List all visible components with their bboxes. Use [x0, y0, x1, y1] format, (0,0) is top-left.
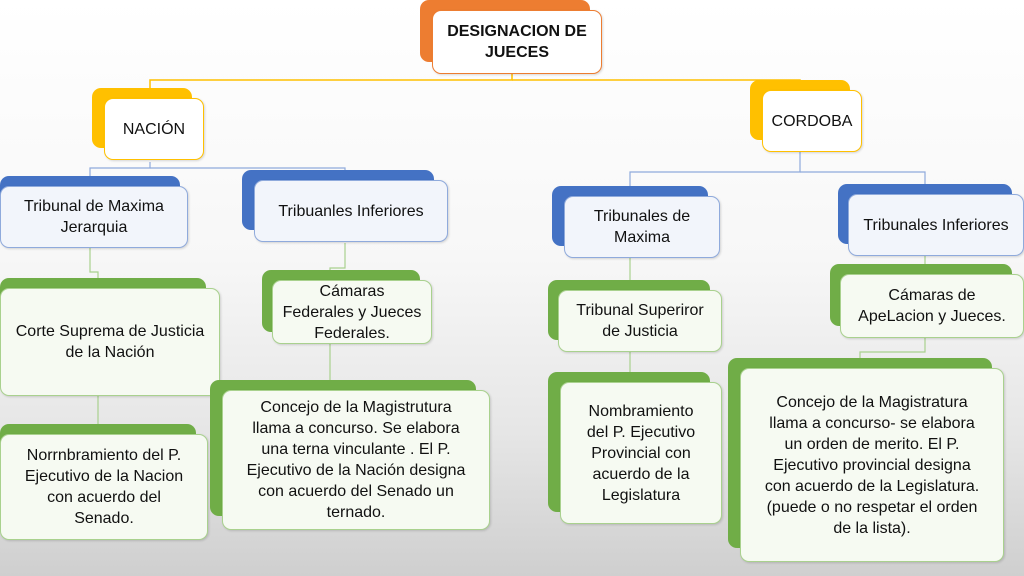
nacion-maxima-court-node	[0, 278, 222, 398]
nacion-maxima-court-label: Corte Suprema de Justicia de la Nación	[15, 323, 205, 361]
nacion-inferiores-court-label: Cámaras Federales y Jueces Federales.	[282, 282, 422, 342]
nacion-inferiores-designation-node	[210, 380, 492, 532]
cordoba-maxima-node	[552, 186, 720, 260]
cordoba-node	[750, 80, 862, 154]
nacion-maxima-designation-node	[0, 424, 210, 542]
cordoba-inferiores-designation-node	[728, 358, 1006, 564]
nacion-label: NACIÓN	[122, 120, 186, 138]
nacion-inferiores-court-node	[262, 270, 432, 346]
cordoba-inferiores-court-label: Cámaras de ApeLacion y Jueces.	[858, 287, 1006, 325]
root-label: DESIGNACION DE JUECES	[447, 23, 587, 61]
cordoba-inferiores-court-node	[830, 264, 1024, 340]
cordoba-maxima-designation-label: Nombramiento del P. Ejecutivo Provincial con acuerdo de la Legislatura	[586, 402, 696, 504]
cordoba-maxima-designation-node	[548, 372, 724, 526]
cordoba-inferiores-designation-label: Concejo de la Magistratura llama a concurso- se elabora un orden de merito. El P. Ejecutivo provincial designa con acuerdo de la Legislatura. (puede o no respetar el orden de la lista).	[764, 393, 980, 537]
cordoba-label: CORDOBA	[771, 112, 853, 130]
cordoba-maxima-label: Tribunales de Maxima	[593, 208, 691, 246]
nacion-maxima-node	[0, 176, 192, 250]
nacion-inferiores-designation-label: Concejo de la Magistrutura llama a concurso. Se elabora una terna vinculante . El P. Ejecutivo de la Nación designa con acuerdo del Senado un ternado.	[246, 399, 466, 521]
nacion-inferiores-node	[242, 170, 448, 244]
nacion-maxima-designation-label: Norrnbramiento del P. Ejecutivo de la Nacion con acuerdo del Senado.	[24, 447, 184, 527]
cordoba-inferiores-node	[838, 184, 1024, 258]
root-node	[420, 0, 602, 76]
cordoba-maxima-court-label: Tribunal Superiror de Justicia	[576, 302, 704, 340]
nacion-inferiores-label: Tribuanles Inferiores	[278, 202, 424, 220]
nacion-maxima-label: Tribunal de Maxima Jerarquia	[24, 198, 164, 236]
cordoba-inferiores-label: Tribunales Inferiores	[863, 216, 1009, 234]
nacion-node	[92, 88, 204, 162]
cordoba-maxima-court-node	[548, 280, 722, 354]
